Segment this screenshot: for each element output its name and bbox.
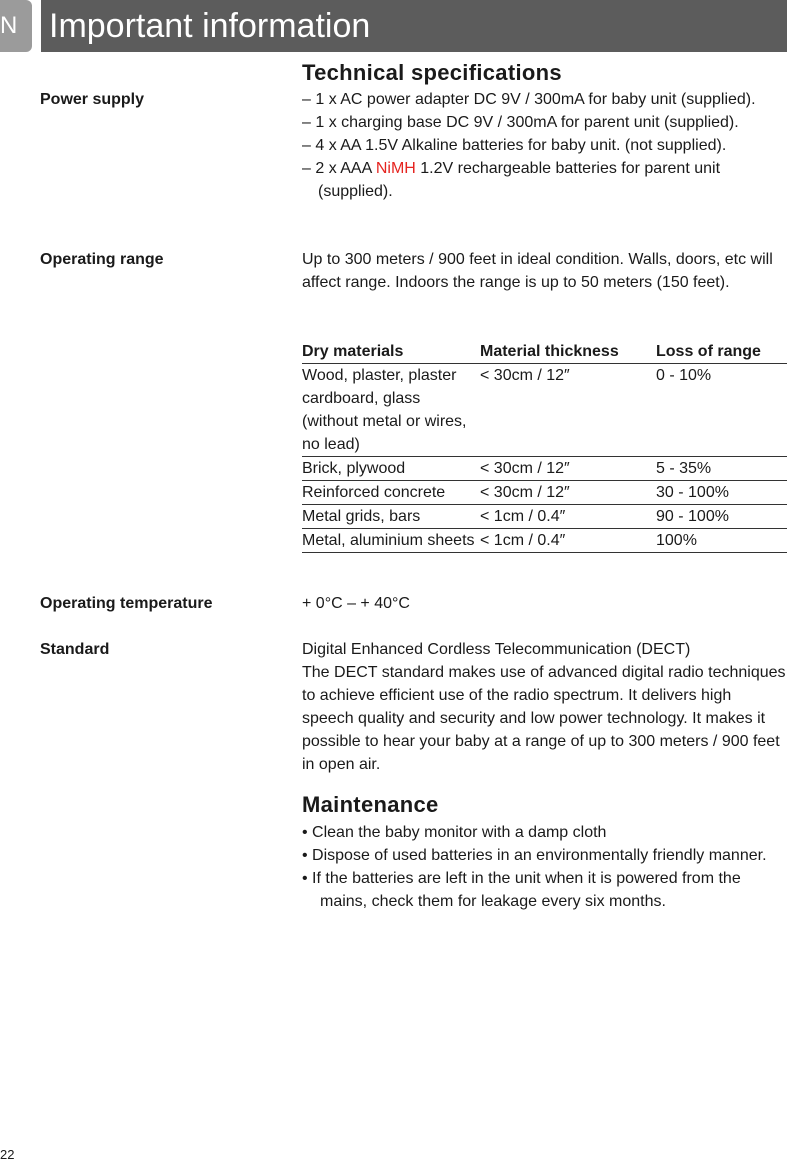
cell: 0 - 10% [656,364,787,457]
cell: < 1cm / 0.4″ [480,505,656,529]
cell: Wood, plaster, plaster cardboard, glass (without metal or wires, no lead) [302,364,480,457]
standard-description: The DECT standard makes use of advanced digital radio techniques to achieve efficient use of the radio spectrum. It delivers high speech quality and security and low power technology. It makes it possible to hear your baby at a range of up to 300 meters / 900 feet in open air. [302,664,786,773]
table-row [302,505,787,529]
cell: Metal, aluminium sheets [302,529,480,553]
power-item: – 1 x charging base DC 9V / 300mA for parent unit (supplied). [302,114,739,131]
nimh-highlight: NiMH [375,160,416,177]
cell: < 30cm / 12″ [480,457,656,481]
table-row [302,481,787,505]
maintenance-heading: Maintenance [302,792,439,817]
power-supply-label: Power supply [40,91,145,108]
col-header: Loss of range [656,340,787,364]
operating-range-label: Operating range [40,251,164,268]
language-tab: N [0,0,32,52]
maintenance-item: • Clean the baby monitor with a damp cloth [302,824,607,841]
materials-table-wrap [302,340,787,553]
cell: 30 - 100% [656,481,787,505]
maintenance-item: • Dispose of used batteries in an environmentally friendly manner. [302,847,767,864]
tech-specs-heading: Technical specifications [302,60,562,85]
cell: < 30cm / 12″ [480,481,656,505]
table-row [302,529,787,553]
maintenance-list [302,821,787,913]
standard-name: Digital Enhanced Cordless Telecommunication (DECT) [302,641,691,658]
col-header: Dry materials [302,340,480,364]
maintenance-item: • If the batteries are left in the unit when it is powered from the mains, check them for leakage every six months. [302,870,741,910]
power-supply-list [302,88,787,203]
power-item [302,157,787,203]
cell: 100% [656,529,787,553]
cell: 5 - 35% [656,457,787,481]
table-row [302,364,787,457]
power-item-text: – 2 x AAA [302,160,376,177]
cell: < 30cm / 12″ [480,364,656,457]
standard-text [302,638,787,776]
cell: Brick, plywood [302,457,480,481]
col-header: Material thickness [480,340,656,364]
operating-temperature-value: + 0°C – + 40°C [302,595,410,612]
standard-label: Standard [40,641,110,658]
materials-table [302,340,787,553]
cell: Metal grids, bars [302,505,480,529]
operating-range-text: Up to 300 meters / 900 feet in ideal condition. Walls, doors, etc will affect range. Indoors the range is up to 50 meters (150 feet). [302,251,773,291]
cell: Reinforced concrete [302,481,480,505]
table-row [302,457,787,481]
page-number: 22 [0,1147,15,1162]
cell: < 1cm / 0.4″ [480,529,656,553]
cell: 90 - 100% [656,505,787,529]
power-item-text: 1.2V rechargeable batteries for parent unit (supplied). [318,160,721,200]
operating-temperature-label: Operating temperature [40,595,213,612]
page-title: Important information [41,0,787,52]
power-item: – 1 x AC power adapter DC 9V / 300mA for baby unit (supplied). [302,91,756,108]
power-item: – 4 x AA 1.5V Alkaline batteries for baby unit. (not supplied). [302,137,727,154]
